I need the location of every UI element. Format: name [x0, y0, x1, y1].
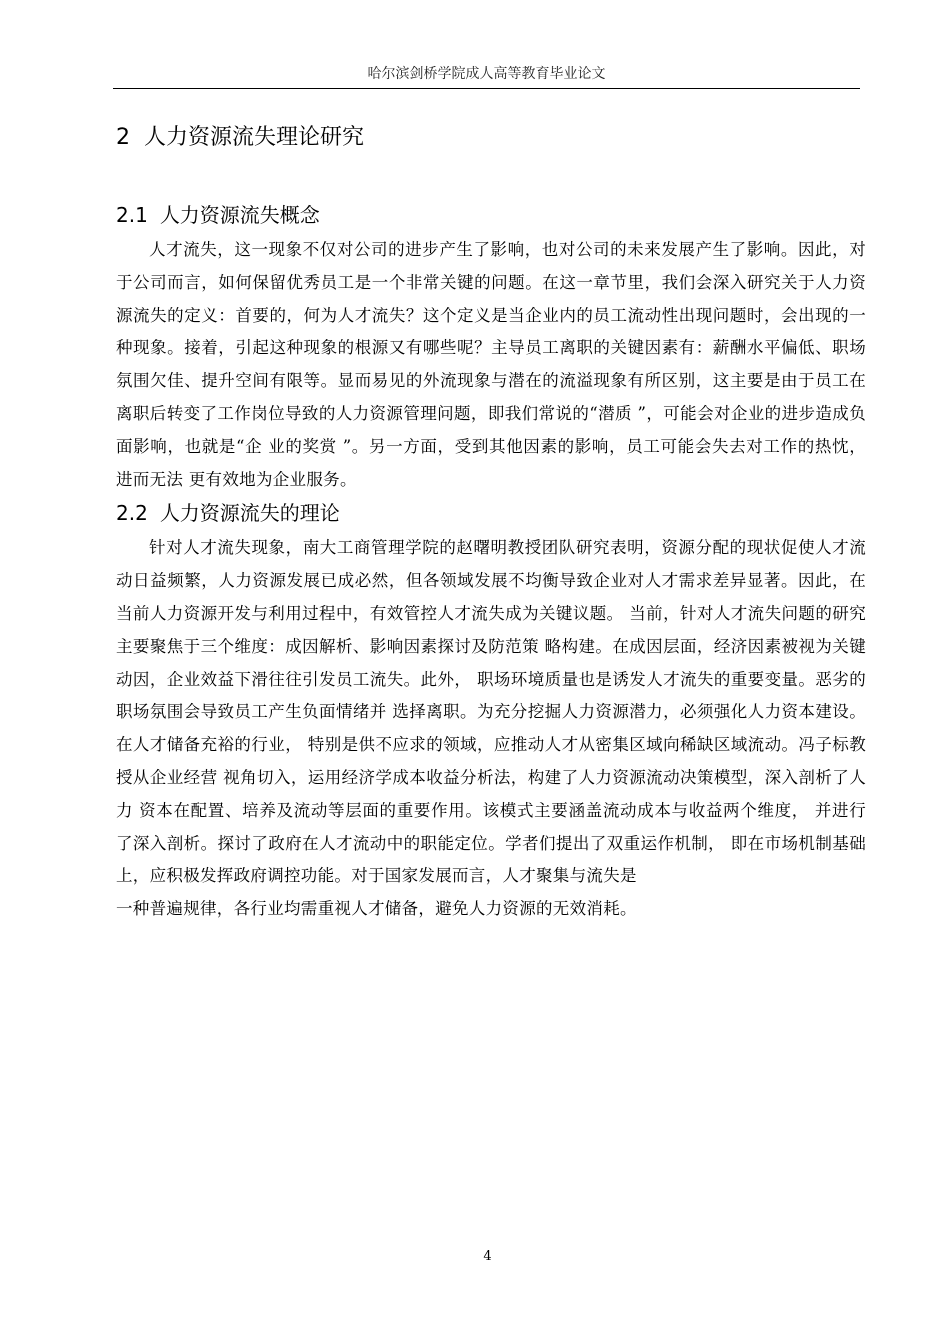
section-title: 人力资源流失的理论: [159, 501, 340, 526]
section-heading-2-1: [116, 198, 866, 232]
section-2-2-continuation: 一种普遍规律，各行业均需重视人才储备，避免人力资源的无效消耗。: [116, 899, 637, 919]
chapter-number: 2: [116, 125, 130, 150]
page-number: 4: [483, 1249, 492, 1264]
section-number: 2.1: [116, 203, 148, 227]
section-2-2-paragraph: 针对人才流失现象，南大工商管理学院的赵曙明教授团队研究表明，资源分配的现状促使人才流动日益频繁，人力资源发展已成必然，但各领域发展不均衡导致企业对人才需求差异显著。因此，在当前人力资源开发与利用过程中，有效管控人才流失成为关键议题。 当前，针对人才流失问题的研究主要聚焦于三个维度：成因解析、影响因素探讨及防范策 略构建。在成因层面，经济因素被视为关键动因，企业效益下滑往往引发员工流失。此外， 职场环境质量也是诱发人才流失的重要变量。恶劣的职场氛围会导致员工产生负面情绪并 选择离职。为充分挖掘人力资源潜力，必须强化人力资本建设。在人才储备充裕的行业， 特别是供不应求的领域，应推动人才从密集区域向稀缺区域流动。冯子标教授从企业经营 视角切入，运用经济学成本收益分析法，构建了人力资源流动决策模型，深入剖析了人力 资本在配置、培养及流动等层面的重要作用。该模式主要涵盖流动成本与收益两个维度， 并进行了深入剖析。探讨了政府在人才流动中的职能定位。学者们提出了双重运作机制， 即在市场机制基础上，应积极发挥政府调控功能。对于国家发展而言，人才聚集与流失是: [116, 538, 866, 886]
header-rule: [113, 88, 860, 89]
section-heading-2-2: [116, 496, 866, 530]
running-header: 哈尔滨剑桥学院成人高等教育毕业论文: [367, 66, 606, 82]
section-number: 2.2: [116, 501, 148, 526]
section-2-1-paragraph: 人才流失，这一现象不仅对公司的进步产生了影响，也对公司的未来发展产生了影响。因此，对于公司而言，如何保留优秀员工是一个非常关键的问题。在这一章节里，我们会深入研究关于人力资源流失的定义：首要的，何为人才流失？这个定义是当企业内的员工流动性出现问题时，会出现的一种现象。接着，引起这种现象的根源又有哪些呢？主导员工离职的关键因素有：薪酬水平偏低、职场氛围欠佳、提升空间有限等。显而易见的外流现象与潜在的流溢现象有所区别，这主要是由于员工在离职后转变了工作岗位导致的人力资源管理问题，即我们常说的“潜质 ”，可能会对企业的进步造成负面影响，也就是“企 业的奖赏 ”。另一方面，受到其他因素的影响，员工可能会失去对工作的热忱，进而无法 更有效地为企业服务。: [116, 240, 866, 489]
section-title: 人力资源流失概念: [159, 203, 320, 227]
page-body: [116, 118, 866, 926]
chapter-heading: [116, 118, 866, 158]
chapter-title: 人力资源流失理论研究: [144, 125, 365, 150]
